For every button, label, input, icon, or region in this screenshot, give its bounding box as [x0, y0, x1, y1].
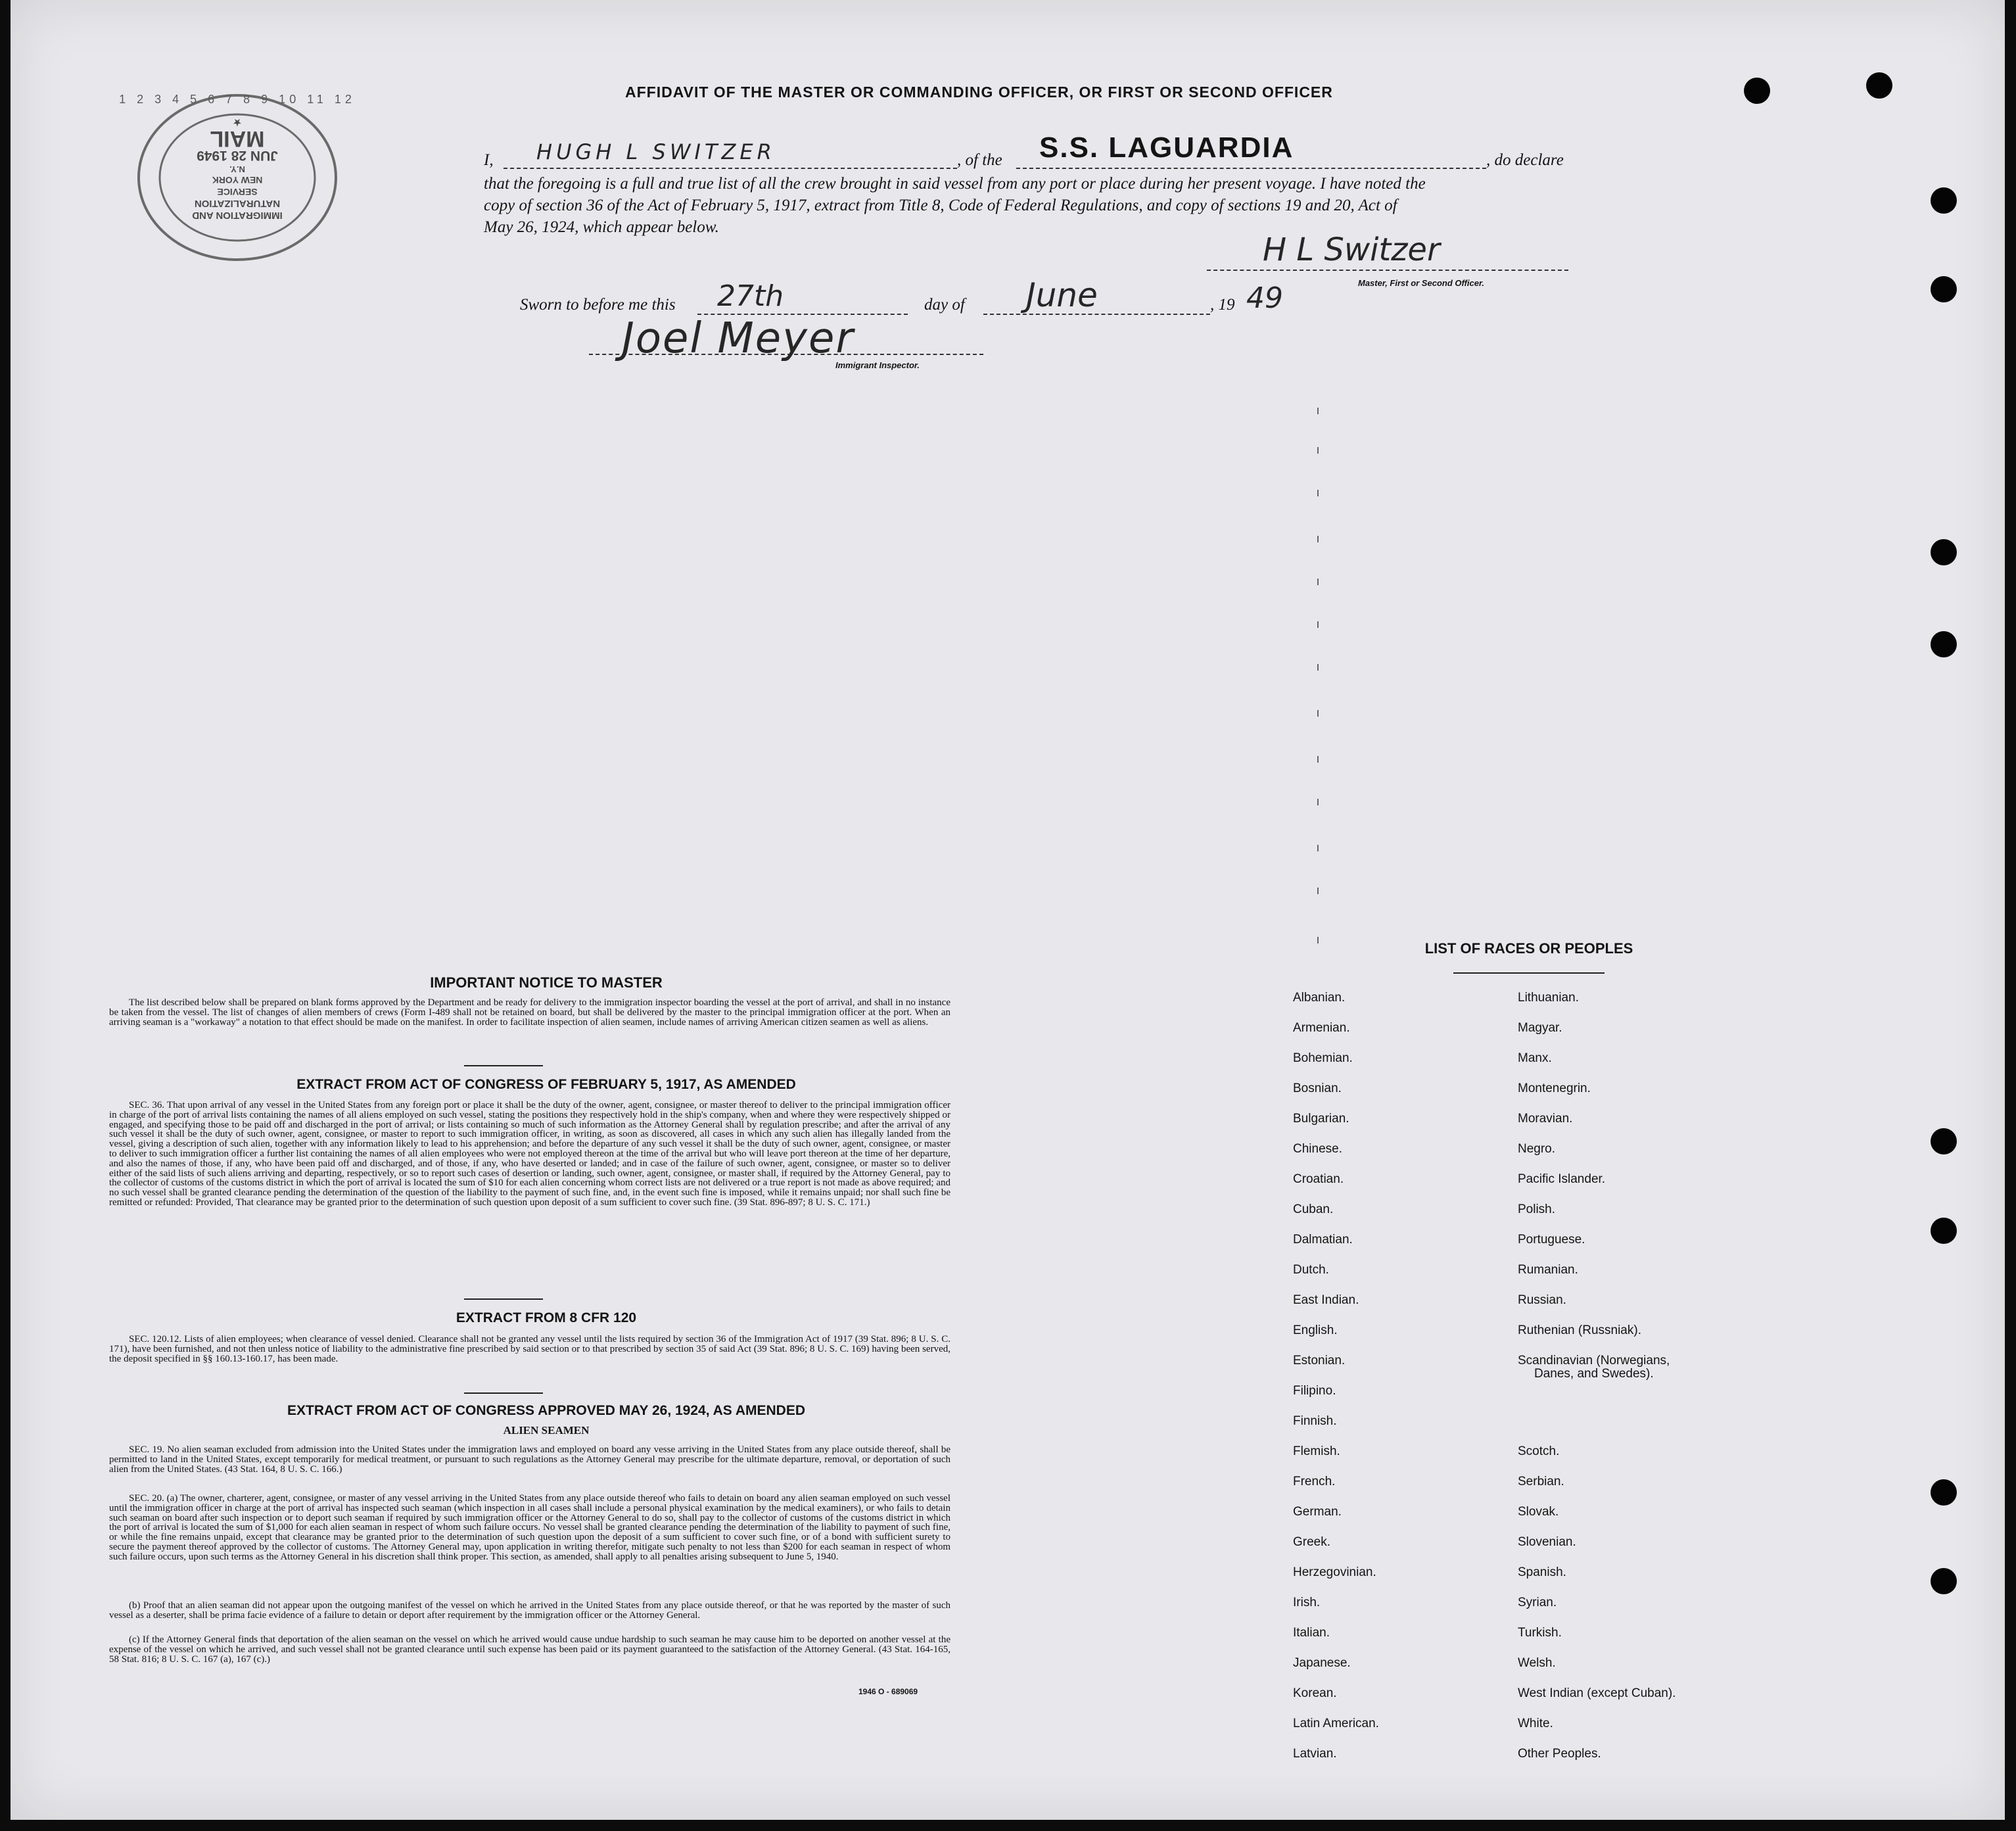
race-left-item: Japanese. — [1293, 1656, 1351, 1670]
master-caption: Master, First or Second Officer. — [1358, 278, 1484, 288]
race-left-item: Chinese. — [1293, 1142, 1342, 1156]
race-left-item: Albanian. — [1293, 991, 1346, 1005]
stamp-line-1: IMMIGRATION AND — [192, 210, 283, 221]
race-right-item: Spanish. — [1518, 1565, 1566, 1579]
race-right-item: Lithuanian. — [1518, 991, 1579, 1005]
punch-hole — [1744, 78, 1770, 104]
race-left-item: French. — [1293, 1475, 1336, 1488]
stamp-line-5: N.Y. — [229, 164, 245, 174]
sec-20b-text: (b) Proof that an alien seaman did not appear upon the outgoing manifest of the vessel on which he arrived in the United States from any place outside thereof, or that he was reported by the master of such vessel as a deserter, shall be prima facie evidence of a failure to detain or deport after requirement by the immigration officer or the Attorney General. — [109, 1600, 950, 1621]
race-right-item: Scandinavian (Norwegians, — [1518, 1354, 1670, 1367]
race-left-item: Irish. — [1293, 1596, 1321, 1609]
races-title: LIST OF RACES OR PEOPLES — [1424, 940, 1633, 957]
form-sheet — [11, 0, 2005, 1820]
sec-20a-text: SEC. 20. (a) The owner, charterer, agent, consignee, or master of any vessel arriving in the United States from any place outside thereof who fails to detain on board any alien seaman employed on such vessel until the immigration officer in charge at the port of arrival has inspected such seaman (which inspection in all cases shall include a personal physical examination by the medical examiners), or who fails to detain such seaman on board after such inspection or to deport such seaman if required by such immigration officer or the Attorney General to do so, shall pay to the collector of customs of the customs district in which the port of arrival is located the sum of $1,000 for each alien seaman in respect of whom such failure occurs. No vessel shall be granted clearance pending the determination of the liability to payment of such fine, or while the fine remains unpaid, except that clearance may be granted prior to the determination of such question upon the deposit of a sum sufficient to cover such fine, or of a bond with sufficient surety to secure the payment thereof approved by the collector of customs. The Attorney General may, upon application in writing therefor, mitigate such penalty to not less than $200 for each seaman in respect of whom such failure occurs, upon such terms as the Attorney General in his discretion shall think proper. This section, as amended, shall apply to all penalties arising subsequent to June 5, 1940. — [109, 1493, 950, 1562]
race-left-item: Latin American. — [1293, 1717, 1379, 1730]
stamp-mail: MAIL — [210, 126, 265, 151]
race-right-item: White. — [1518, 1717, 1553, 1730]
race-right-item: Serbian. — [1518, 1475, 1564, 1488]
race-left-item: Italian. — [1293, 1626, 1330, 1640]
race-left-item: Korean. — [1293, 1686, 1337, 1700]
stamp-line-3: SERVICE — [217, 187, 258, 197]
year-prefix: , 19 — [1210, 296, 1235, 314]
race-left-item: Estonian. — [1293, 1354, 1346, 1367]
race-left-item: Armenian. — [1293, 1021, 1350, 1035]
officer-name: HUGH L SWITZER — [536, 139, 776, 164]
inspector-caption: Immigrant Inspector. — [835, 360, 920, 370]
race-right-item: Slovenian. — [1518, 1535, 1576, 1549]
race-right-item: Portuguese. — [1518, 1233, 1585, 1247]
alien-seamen-subtitle: ALIEN SEAMEN — [503, 1424, 590, 1437]
declaration-do-declare: , do declare — [1486, 151, 1564, 169]
race-right-item: Moravian. — [1518, 1112, 1573, 1126]
race-left-item: Finnish. — [1293, 1414, 1337, 1428]
form-title: AFFIDAVIT OF THE MASTER OR COMMANDING OFFICER, OR FIRST OR SECOND OFFICER — [625, 83, 1333, 101]
race-right-item: Rumanian. — [1518, 1263, 1578, 1277]
stamp-line-4: NEW YORK — [212, 175, 263, 185]
extract-1924-title: EXTRACT FROM ACT OF CONGRESS APPROVED MAY 26, 1924, AS AMENDED — [287, 1403, 806, 1418]
race-left-item: Greek. — [1293, 1535, 1331, 1549]
race-right-item: Ruthenian (Russniak). — [1518, 1323, 1641, 1337]
punch-hole — [1931, 276, 1957, 302]
race-right-item: West Indian (except Cuban). — [1518, 1686, 1676, 1700]
race-right-item: Magyar. — [1518, 1021, 1562, 1035]
declaration-line-3: copy of section 36 of the Act of February 5, 1917, extract from Title 8, Code of Federal Regulations, and copy of sections 19 and 20, Act of — [484, 197, 1397, 214]
race-right-item: Scotch. — [1518, 1444, 1560, 1458]
race-right-item: Slovak. — [1518, 1505, 1559, 1519]
stamp-line-2: NATURALIZATION — [194, 198, 281, 209]
race-right-item: Montenegrin. — [1518, 1082, 1591, 1095]
race-right-item: Danes, and Swedes). — [1534, 1367, 1654, 1381]
stamp-date: JUN 28 1949 — [197, 148, 278, 163]
day-of-text: day of — [924, 296, 965, 314]
race-left-item: Bohemian. — [1293, 1051, 1353, 1065]
sworn-day: 27th — [717, 279, 784, 313]
extract-1917-title: EXTRACT FROM ACT OF CONGRESS OF FEBRUARY 5, 1917, AS AMENDED — [296, 1077, 796, 1092]
stamp-ring-numbers: 1 2 3 4 5 6 7 8 9 10 11 12 — [119, 93, 356, 106]
punch-hole — [1866, 72, 1892, 99]
vessel-name: S.S. LAGUARDIA — [1039, 131, 1294, 164]
race-left-item: Cuban. — [1293, 1202, 1334, 1216]
punch-hole — [1931, 1218, 1957, 1244]
race-left-item: Dalmatian. — [1293, 1233, 1353, 1247]
race-right-item: Turkish. — [1518, 1626, 1562, 1640]
sec-19-text: SEC. 19. No alien seaman excluded from admission into the United States under the immigration laws and employed on board any vesse arriving in the United States from any place outside thereof, shall be permitted to land in the United States, except temporarily for medical treatment, or pursuant to such regulations as the Attorney General may prescribe for the ultimate departure, removal, or deportation of such alien from the United States. (43 Stat. 164, 8 U. S. C. 166.) — [109, 1444, 950, 1475]
sworn-month: June — [1026, 276, 1098, 314]
punch-hole — [1931, 1128, 1957, 1154]
punch-hole — [1931, 1568, 1957, 1594]
race-right-item: Pacific Islander. — [1518, 1172, 1606, 1186]
punch-hole — [1931, 631, 1957, 657]
punch-hole — [1931, 187, 1957, 214]
race-left-item: East Indian. — [1293, 1293, 1359, 1307]
race-left-item: Filipino. — [1293, 1384, 1336, 1398]
race-left-item: Dutch. — [1293, 1263, 1329, 1277]
race-right-item: Russian. — [1518, 1293, 1566, 1307]
sworn-text: Sworn to before me this — [520, 296, 676, 314]
punch-hole — [1931, 539, 1957, 565]
sec-20c-text: (c) If the Attorney General finds that deportation of the alien seaman on the vessel on which he arrived would cause undue hardship to such seaman he may cause him to be deported on another vessel at the expense of the vessel on which he arrived, and such vessel shall not be granted clearance until such expense has been paid or its payment guaranteed to the satisfaction of the Attorney General. (43 Stat. 164-165, 58 Stat. 816; 8 U. S. C. 167 (a), 167 (c).) — [109, 1634, 950, 1665]
master-signature: H L Switzer — [1263, 231, 1440, 268]
race-left-item: Bosnian. — [1293, 1082, 1342, 1095]
race-left-item: Herzegovinian. — [1293, 1565, 1376, 1579]
declaration-of-the: , of the — [957, 151, 1002, 169]
race-left-item: Latvian. — [1293, 1747, 1337, 1761]
race-right-item: Other Peoples. — [1518, 1747, 1601, 1761]
race-right-item: Negro. — [1518, 1142, 1556, 1156]
punch-hole — [1931, 1479, 1957, 1506]
extract-cfr-text: SEC. 120.12. Lists of alien employees; when clearance of vessel denied. Clearance shall not be granted any vessel until the lists required by section 36 of the Immigration Act of 1917 (39 Stat. 896; 8 U. S. C. 171), have been furnished, and not then unless notice of liability to the administrative fine prescribed by said section or to that prescribed by section 35 of said Act (39 Stat. 896; 8 U. S. C. 169) having been served, the deposit specified in §§ 160.13-160.17, has been made. — [109, 1334, 950, 1364]
extract-1917-text: SEC. 36. That upon arrival of any vessel in the United States from any foreign port or place it shall be the duty of the owner, agent, consignee, or master thereof to deliver to the principal immigration officer in charge of the port of arrival lists containing the names of all aliens employed on such vessel, stating the positions they respectively hold in the ship's company, when and where they were respectively shipped or engaged, and specifying those to be paid off and discharged in the port of arrival; or lists containing so much of such information as the Attorney General shall by regulation prescribe; and after the arrival of any such vessel it shall be the duty of such owner, agent, consignee, or master to report to such immigration officer, in writing, as soon as discovered, all cases in which any such alien has illegally landed from the vessel, giving a description of such alien, together with any information likely to lead to his apprehension; and before the departure of any such vessel it shall be the duty of such owner, agent, consignee, or master to deliver to such immigration officer a further list containing the names of all alien employees who were not employed thereon at the time of the arrival but who will leave port thereon at the time of her departure, and also the names of those, if any, who have been paid off and discharged, and of those, if any, who have deserted or landed; and in case of the failure of such owner, agent, consignee, or master so to deliver either of the said lists of such aliens arriving and departing, respectively, or so to report such cases of desertion or landing, such owner, agent, consignee, or master shall, if required by the Attorney General, pay to the collector of customs of the customs district in which the port of arrival is located the sum of $10 for each alien concerning whom correct lists are not delivered or a true report is not made as above required; and no such vessel shall be granted clearance pending the determination of the question of the liability to the payment of such fine, and, in the event such fine is imposed, while it remains unpaid; nor shall such fine be remitted or refunded: Provided, That clearance may be granted prior to the determination of such question upon deposit of a sum sufficient to cover such fine. (39 Stat. 896-897; 8 U. S. C. 171.) — [109, 1100, 950, 1208]
race-right-item: Welsh. — [1518, 1656, 1556, 1670]
notice-text: The list described below shall be prepared on blank forms approved by the Department and be ready for delivery to the immigration inspector boarding the vessel at the port of arrival, and shall in no instance be taken from the vessel. The list of changes of alien members of crews (Form I-489 shall not be retained on board, but shall be delivered by the master to the principal immigration officer at the port. When an arriving seaman is a "workaway" a notation to that effect should be made on the manifest. In order to facilitate inspection of alien seamen, include names of arriving American citizen seamen as well as aliens. — [109, 997, 950, 1028]
sworn-year: 49 — [1246, 281, 1283, 315]
race-right-item: Syrian. — [1518, 1596, 1557, 1609]
print-code: 1946 O - 689069 — [858, 1687, 918, 1696]
race-left-item: English. — [1293, 1323, 1338, 1337]
inspector-signature: Joel Meyer — [622, 314, 855, 363]
race-left-item: Flemish. — [1293, 1444, 1340, 1458]
extract-cfr-title: EXTRACT FROM 8 CFR 120 — [456, 1310, 637, 1325]
race-left-item: Bulgarian. — [1293, 1112, 1349, 1126]
star-icon: ★ — [232, 116, 243, 128]
race-right-item: Polish. — [1518, 1202, 1556, 1216]
declaration-line-2: that the foregoing is a full and true list of all the crew brought in said vessel from any port or place during her present voyage. I have noted the — [484, 175, 1426, 193]
race-left-item: German. — [1293, 1505, 1342, 1519]
immigration-stamp — [119, 89, 356, 266]
race-right-item: Manx. — [1518, 1051, 1552, 1065]
declaration-prefix: I, — [484, 151, 494, 169]
race-left-item: Croatian. — [1293, 1172, 1344, 1186]
declaration-line-4: May 26, 1924, which appear below. — [484, 218, 719, 236]
notice-title: IMPORTANT NOTICE TO MASTER — [430, 974, 663, 991]
